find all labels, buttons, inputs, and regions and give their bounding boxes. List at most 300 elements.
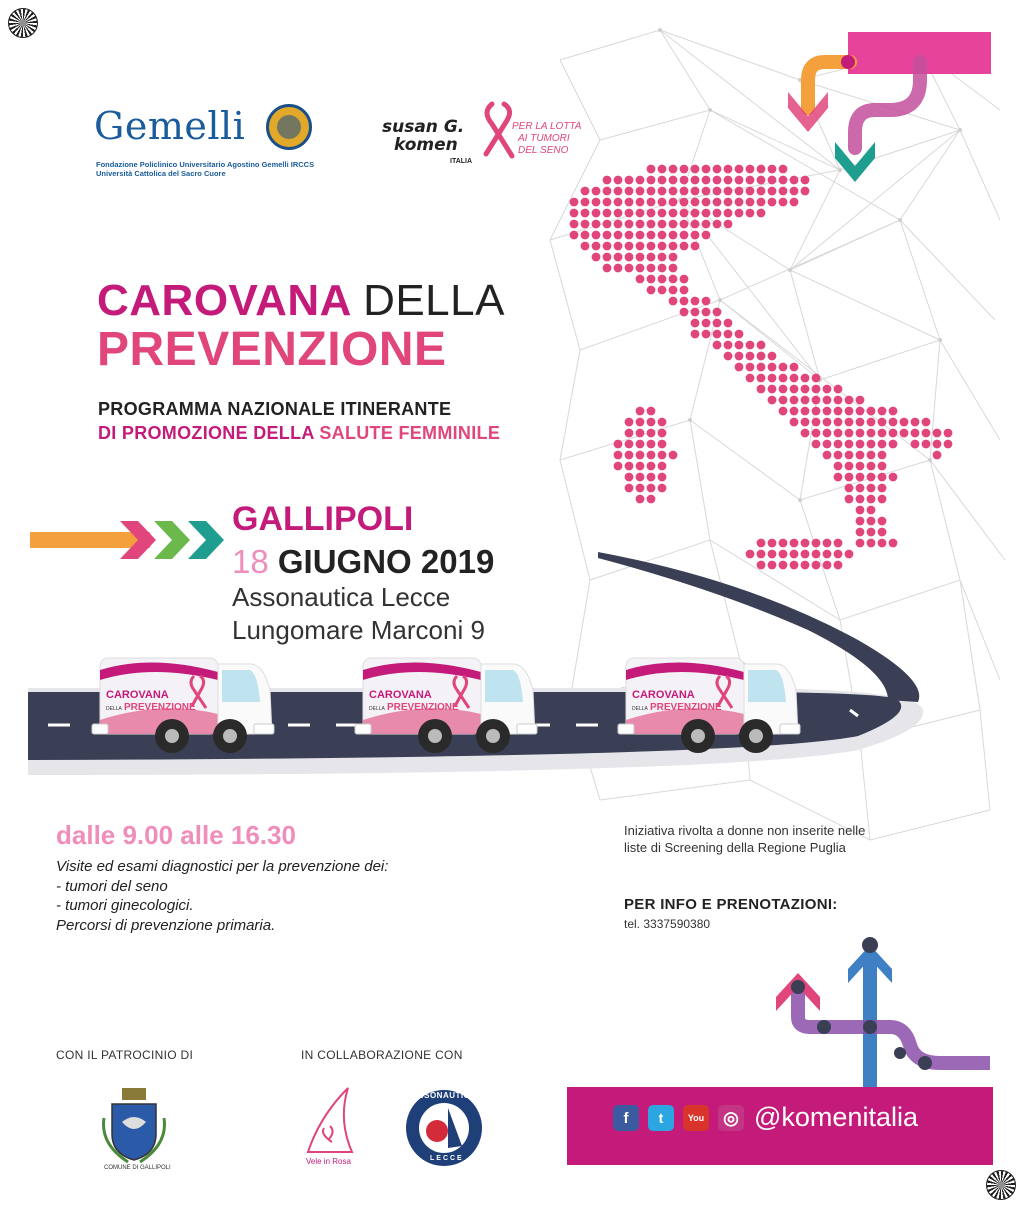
map-dot [801,418,810,427]
map-dot [691,209,700,218]
visits-line2: - tumori del seno [56,877,168,895]
map-dot [647,198,656,207]
map-dot [845,429,854,438]
map-dot [823,429,832,438]
map-dot [625,220,634,229]
map-dot [823,440,832,449]
map-dot [757,374,766,383]
event-day: 18 [232,543,269,580]
map-dot [812,539,821,548]
map-dot [867,517,876,526]
map-dot [867,407,876,416]
map-dot [757,341,766,350]
map-dot [614,187,623,196]
comune-label: COMUNE DI GALLIPOLI [104,1165,171,1171]
map-dot [702,319,711,328]
map-dot [790,418,799,427]
event-month-year: GIUGNO 2019 [277,543,495,580]
van-label-prevenzione: PREVENZIONE [124,702,196,713]
map-dot [647,495,656,504]
map-dot [834,539,843,548]
map-dot [658,484,667,493]
map-dot [669,264,678,273]
map-dot [691,242,700,251]
map-dot [889,539,898,548]
map-dot [647,440,656,449]
map-dot [647,451,656,460]
van-label-prevenzione: PREVENZIONE [387,702,459,713]
map-dot [658,253,667,262]
map-dot [779,176,788,185]
map-dot [713,209,722,218]
map-dot [713,330,722,339]
map-dot [658,242,667,251]
map-dot [658,209,667,218]
map-dot [878,407,887,416]
map-dot [867,440,876,449]
map-dot [592,242,601,251]
map-dot [779,539,788,548]
map-dot [735,341,744,350]
comune-gallipoli-crest-icon [98,1088,172,1168]
map-dot [768,374,777,383]
map-dot [658,429,667,438]
map-dot [944,440,953,449]
map-dot [801,187,810,196]
map-dot [570,209,579,218]
map-dot [867,495,876,504]
title-line1 [97,276,505,326]
map-dot [922,440,931,449]
map-dot [625,264,634,273]
map-dot [845,462,854,471]
map-dot [867,451,876,460]
map-dot [581,187,590,196]
map-dot [834,440,843,449]
map-dot [790,539,799,548]
map-dot [746,363,755,372]
map-dot [614,242,623,251]
map-dot [801,385,810,394]
university-seal-icon [266,104,312,150]
instagram-icon[interactable]: ◎ [718,1105,744,1131]
map-dot [779,396,788,405]
map-dot [724,187,733,196]
van-label-della: DELLA [632,706,648,712]
map-dot [636,176,645,185]
map-dot [724,165,733,174]
map-dot [614,231,623,240]
patronage-label: CON IL PATROCINIO DI [56,1048,194,1062]
map-dot [669,242,678,251]
map-dot [658,286,667,295]
map-dot [801,429,810,438]
map-dot [735,209,744,218]
map-dot [834,473,843,482]
map-dot [592,220,601,229]
map-dot [823,396,832,405]
map-dot [669,165,678,174]
map-dot [647,418,656,427]
map-dot [691,176,700,185]
map-dot [658,187,667,196]
map-dot [647,462,656,471]
map-dot [746,198,755,207]
map-dot [636,473,645,482]
opening-hours: dalle 9.00 alle 16.30 [56,820,296,850]
komen-logo-line1: susan G. [382,117,465,137]
map-dot [636,275,645,284]
map-dot [625,418,634,427]
map-dot [845,484,854,493]
map-dot [856,506,865,515]
map-dot [625,451,634,460]
map-dot [746,209,755,218]
map-dot [592,198,601,207]
map-dot [647,275,656,284]
map-dot [636,418,645,427]
gemelli-logo: Gemelli [94,104,246,148]
map-dot [636,253,645,262]
map-dot [757,198,766,207]
gemelli-line2: Università Cattolica del Sacro Cuore [96,169,226,178]
map-dot [779,385,788,394]
map-dot [834,418,843,427]
map-dot [900,429,909,438]
map-dot [779,165,788,174]
map-dot [680,209,689,218]
map-dot [845,440,854,449]
map-dot [768,385,777,394]
map-dot [636,242,645,251]
map-dot [856,451,865,460]
map-dot [746,341,755,350]
map-dot [746,176,755,185]
map-dot [625,242,634,251]
map-dot [647,473,656,482]
map-dot [647,242,656,251]
map-dot [812,407,821,416]
map-dot [757,352,766,361]
map-dot [658,418,667,427]
map-dot [834,462,843,471]
map-dot [680,242,689,251]
map-dot [625,231,634,240]
map-dot [691,165,700,174]
map-dot [834,429,843,438]
collaboration-label: IN COLLABORAZIONE CON [301,1048,463,1062]
map-dot [691,187,700,196]
subtitle-line2b: SALUTE FEMMINILE [319,423,501,443]
map-dot [669,275,678,284]
map-dot [889,418,898,427]
gemelli-foundation-name [96,160,314,178]
map-dot [724,341,733,350]
initiative-line1: Iniziativa rivolta a donne non inserite nelle [624,823,866,838]
map-dot [768,176,777,185]
map-dot [658,275,667,284]
map-dot [900,418,909,427]
map-dot [691,231,700,240]
map-dot [724,352,733,361]
map-dot [625,187,634,196]
map-dot [658,440,667,449]
visits-line3: - tumori ginecologici. [56,897,194,914]
map-dot [647,209,656,218]
map-dot [856,462,865,471]
map-dot [735,187,744,196]
map-dot [735,330,744,339]
map-dot [713,308,722,317]
title-della: DELLA [363,276,505,325]
map-dot [845,407,854,416]
map-dot [867,484,876,493]
map-dot [823,418,832,427]
map-dot [647,484,656,493]
map-dot [878,451,887,460]
map-dot [658,231,667,240]
map-dot [691,220,700,229]
map-dot [691,330,700,339]
map-dot [680,308,689,317]
map-dot [625,176,634,185]
info-phone[interactable]: tel. 3337590380 [624,917,711,931]
map-dot [867,473,876,482]
map-dot [845,451,854,460]
map-dot [768,352,777,361]
map-dot [570,231,579,240]
map-dot [614,253,623,262]
map-dot [669,198,678,207]
vele-in-rosa-label: Vele in Rosa [306,1157,351,1166]
map-dot [713,341,722,350]
map-dot [702,187,711,196]
map-dot [735,198,744,207]
map-dot [933,440,942,449]
map-dot [713,198,722,207]
map-dot [669,253,678,262]
map-dot [856,539,865,548]
initiative-line2: liste di Screening della Regione Puglia [624,840,846,855]
map-dot [735,363,744,372]
map-dot [702,165,711,174]
map-dot [636,462,645,471]
map-dot [878,484,887,493]
map-dot [856,528,865,537]
map-dot [614,440,623,449]
map-dot [658,220,667,229]
registration-mark-icon [986,1170,1016,1200]
komen-tag2: AI TUMORI [518,133,570,144]
map-dot [790,363,799,372]
map-dot [812,440,821,449]
map-dot [636,407,645,416]
map-dot [614,462,623,471]
map-dot [647,165,656,174]
map-dot [636,429,645,438]
map-dot [867,429,876,438]
youtube-icon[interactable]: You [683,1105,709,1131]
map-dot [625,484,634,493]
map-dot [790,374,799,383]
title-prevenzione: PREVENZIONE [97,323,447,376]
map-dot [625,473,634,482]
initiative-note [624,822,865,856]
visits-line1: Visite ed esami diagnostici per la prevenzione dei: [56,858,389,875]
map-dot [702,308,711,317]
map-dot [867,418,876,427]
map-dot [856,484,865,493]
assonautica-top-text: ASSONAUTICA [412,1091,477,1100]
event-city: GALLIPOLI [232,500,414,538]
map-dot [647,220,656,229]
map-dot [768,187,777,196]
map-dot [702,176,711,185]
map-dot [581,209,590,218]
map-dot [812,374,821,383]
map-dot [614,176,623,185]
map-dot [867,462,876,471]
social-handle[interactable]: @komenitalia [754,1102,918,1132]
subtitle-line2a: DI PROMOZIONE DELLA [98,423,320,443]
map-dot [669,220,678,229]
map-dot [878,429,887,438]
title-carovana: CAROVANA [97,276,351,325]
map-dot [614,209,623,218]
map-dot [647,407,656,416]
map-dot [878,462,887,471]
map-dot [856,473,865,482]
map-dot [603,264,612,273]
map-dot [636,495,645,504]
van-label-carovana: CAROVANA [106,689,169,701]
event-street: Lungomare Marconi 9 [232,615,485,645]
map-dot [878,418,887,427]
map-dot [603,231,612,240]
map-dot [768,363,777,372]
map-dot [790,385,799,394]
map-dot [823,407,832,416]
map-dot [812,385,821,394]
map-dot [658,451,667,460]
map-dot [680,176,689,185]
map-dot [790,176,799,185]
map-dot [691,198,700,207]
map-dot [603,253,612,262]
map-dot [757,363,766,372]
map-dot [746,165,755,174]
map-dot [614,198,623,207]
map-dot [856,517,865,526]
map-dot [647,253,656,262]
map-dot [735,176,744,185]
map-dot [724,198,733,207]
map-dot [592,231,601,240]
map-dot [724,209,733,218]
map-dot [592,253,601,262]
komen-logo-line2: komen [394,135,458,155]
map-dot [757,385,766,394]
map-dot [867,528,876,537]
map-dot [768,396,777,405]
map-dot [867,506,876,515]
map-dot [801,407,810,416]
map-dot [801,374,810,383]
map-dot [768,165,777,174]
subtitle-line1: PROGRAMMA NAZIONALE ITINERANTE [98,399,452,419]
van-label-carovana: CAROVANA [369,689,432,701]
twitter-icon[interactable]: t [648,1105,674,1131]
map-dot [757,539,766,548]
map-dot [823,539,832,548]
map-dot [658,176,667,185]
map-dot [724,319,733,328]
map-dot [878,528,887,537]
map-dot [603,198,612,207]
map-dot [757,176,766,185]
map-dot [724,176,733,185]
map-dot [581,242,590,251]
map-dot [702,330,711,339]
map-dot [669,187,678,196]
map-dot [713,176,722,185]
map-dot [647,429,656,438]
map-dot [779,363,788,372]
map-dot [603,242,612,251]
map-dot [636,220,645,229]
map-dot [680,220,689,229]
map-dot [878,517,887,526]
facebook-icon[interactable]: f [613,1105,639,1131]
map-dot [790,187,799,196]
map-dot [856,407,865,416]
map-dot [735,352,744,361]
map-dot [691,297,700,306]
map-dot [845,495,854,504]
vele-in-rosa-sail-icon [300,1086,360,1158]
bottom-arrows-decoration [770,935,992,1095]
map-dot [669,176,678,185]
map-dot [834,451,843,460]
map-dot [944,429,953,438]
komen-tag3: DEL SENO [518,145,569,156]
map-dot [603,209,612,218]
map-dot [680,275,689,284]
map-dot [735,165,744,174]
event-venue: Assonautica Lecce [232,582,451,612]
map-dot [636,231,645,240]
map-dot [702,220,711,229]
map-dot [922,418,931,427]
map-dot [592,187,601,196]
map-dot [713,165,722,174]
map-dot [625,253,634,262]
map-dot [779,407,788,416]
map-dot [801,396,810,405]
map-dot [790,407,799,416]
map-dot [680,286,689,295]
assonautica-bottom-text: LECCE [430,1155,464,1162]
map-dot [911,418,920,427]
map-dot [680,165,689,174]
subtitle-line2 [98,423,500,444]
map-dot [889,429,898,438]
map-dot [757,165,766,174]
map-dot [801,176,810,185]
map-dot [702,198,711,207]
map-dot [823,385,832,394]
map-dot [889,407,898,416]
